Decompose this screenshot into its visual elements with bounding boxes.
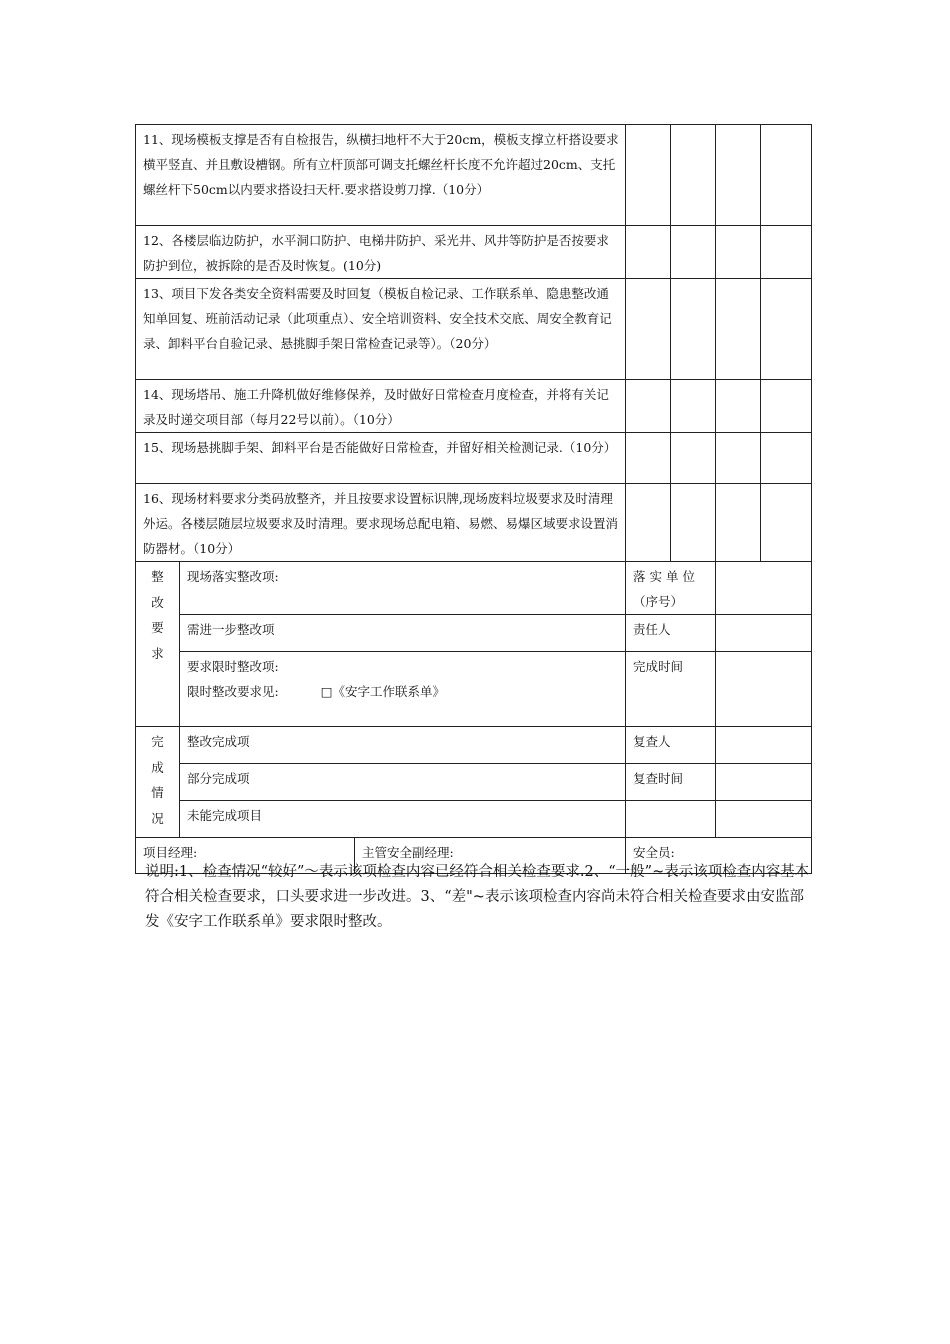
score-cell[interactable] [716, 484, 761, 562]
responsible-person-value[interactable] [716, 615, 812, 652]
empty-cell[interactable] [626, 801, 716, 838]
empty-cell[interactable] [716, 801, 812, 838]
deputy-manager-signature[interactable]: 主管安全副经理: [355, 838, 626, 874]
partially-completed-field[interactable]: 部分完成项 [180, 764, 626, 801]
time-limited-rectify-field[interactable]: 要求限时整改项: 限时整改要求见: □《安字工作联系单》 [180, 652, 626, 727]
table-row [136, 562, 812, 615]
table-row [136, 764, 812, 801]
score-cell[interactable] [716, 380, 761, 433]
completion-time-value[interactable] [716, 652, 812, 727]
reviewer-label: 复查人 [626, 727, 716, 764]
checklist-item-text: 14、现场塔吊、施工升降机做好维修保养，及时做好日常检查月度检查，并将有关记录及时递交项目部（每月22号以前）。（10分） [136, 380, 626, 433]
score-cell[interactable] [761, 279, 812, 380]
score-cell[interactable] [671, 125, 716, 226]
score-cell[interactable] [626, 380, 671, 433]
checklist-item-text: 16、现场材料要求分类码放整齐，并且按要求设置标识牌,现场废料垃圾要求及时清理外运。各楼层随层垃圾要求及时清理。要求现场总配电箱、易燃、易爆区域要求设置消防器材。（10分） [136, 484, 626, 562]
checklist-item-text: 13、项目下发各类安全资料需要及时回复（模板自检记录、工作联系单、隐患整改通知单回复、班前活动记录（此项重点）、安全培训资料、安全技术交底、周安全教育记录、卸料平台自验记录、悬挑脚手架日常检查记录等）。（20分） [136, 279, 626, 380]
rectify-completed-field[interactable]: 整改完成项 [180, 727, 626, 764]
table-row [136, 484, 812, 562]
not-completed-field[interactable]: 未能完成项目 [180, 801, 626, 838]
score-cell[interactable] [626, 226, 671, 279]
review-time-value[interactable] [716, 764, 812, 801]
table-row [136, 801, 812, 838]
score-cell[interactable] [671, 433, 716, 484]
onsite-rectify-field[interactable]: 现场落实整改项: [180, 562, 626, 615]
table-row [136, 433, 812, 484]
score-cell[interactable] [716, 226, 761, 279]
score-cell[interactable] [761, 380, 812, 433]
score-cell[interactable] [671, 380, 716, 433]
inspection-sheet [135, 124, 811, 874]
table-row [136, 380, 812, 433]
table-row [136, 652, 812, 727]
table-row [136, 727, 812, 764]
score-cell[interactable] [671, 226, 716, 279]
score-cell[interactable] [626, 433, 671, 484]
score-cell[interactable] [716, 279, 761, 380]
checklist-item-text: 12、各楼层临边防护，水平洞口防护、电梯井防护、采光井、风井等防护是否按要求防护到位，被拆除的是否及时恢复。(10分) [136, 226, 626, 279]
score-cell[interactable] [626, 484, 671, 562]
score-cell[interactable] [671, 279, 716, 380]
score-cell[interactable] [761, 226, 812, 279]
complete-section-label: 完 成 情 况 [136, 727, 180, 838]
implementing-unit-value[interactable] [716, 562, 812, 615]
table-row [136, 615, 812, 652]
inspection-table [135, 124, 812, 874]
score-cell[interactable] [716, 125, 761, 226]
score-cell[interactable] [761, 125, 812, 226]
score-cell[interactable] [761, 484, 812, 562]
score-cell[interactable] [716, 433, 761, 484]
checklist-item-text: 11、现场模板支撑是否有自检报告，纵横扫地杆不大于20cm，模板支撑立杆搭设要求横平竖直、并且敷设槽钢。所有立杆顶部可调支托螺丝杆长度不允许超过20cm、支托螺丝杆下50cm以内要求搭设扫天杆.要求搭设剪刀撑.（10分） [136, 125, 626, 226]
score-cell[interactable] [626, 279, 671, 380]
score-cell[interactable] [671, 484, 716, 562]
project-manager-signature[interactable]: 项目经理: [136, 838, 355, 874]
score-cell[interactable] [626, 125, 671, 226]
further-rectify-field[interactable]: 需进一步整改项 [180, 615, 626, 652]
implementing-unit-label: 落 实 单 位（序号） [626, 562, 716, 615]
score-cell[interactable] [761, 433, 812, 484]
contact-sheet-checkbox[interactable]: □《安字工作联系单》 [320, 684, 446, 699]
rectify-section-label: 整 改 要 求 [136, 562, 180, 727]
completion-time-label: 完成时间 [626, 652, 716, 727]
checklist-item-text: 15、现场悬挑脚手架、卸料平台是否能做好日常检查，并留好相关检测记录.（10分） [136, 433, 626, 484]
explanation-note: 说明:1、检查情况“较好”～表示该项检查内容已经符合相关检查要求.2、“一般”~表示该项检查内容基本符合相关检查要求，口头要求进一步改进。3、“差"~表示该项检查内容尚未符合相关检查要求由安监部发《安字工作联系单》要求限时整改。 [145, 864, 810, 930]
table-row [136, 125, 812, 226]
review-time-label: 复查时间 [626, 764, 716, 801]
table-row [136, 279, 812, 380]
reviewer-value[interactable] [716, 727, 812, 764]
table-row [136, 226, 812, 279]
safety-officer-signature[interactable]: 安全员: [626, 838, 812, 874]
responsible-person-label: 责任人 [626, 615, 716, 652]
